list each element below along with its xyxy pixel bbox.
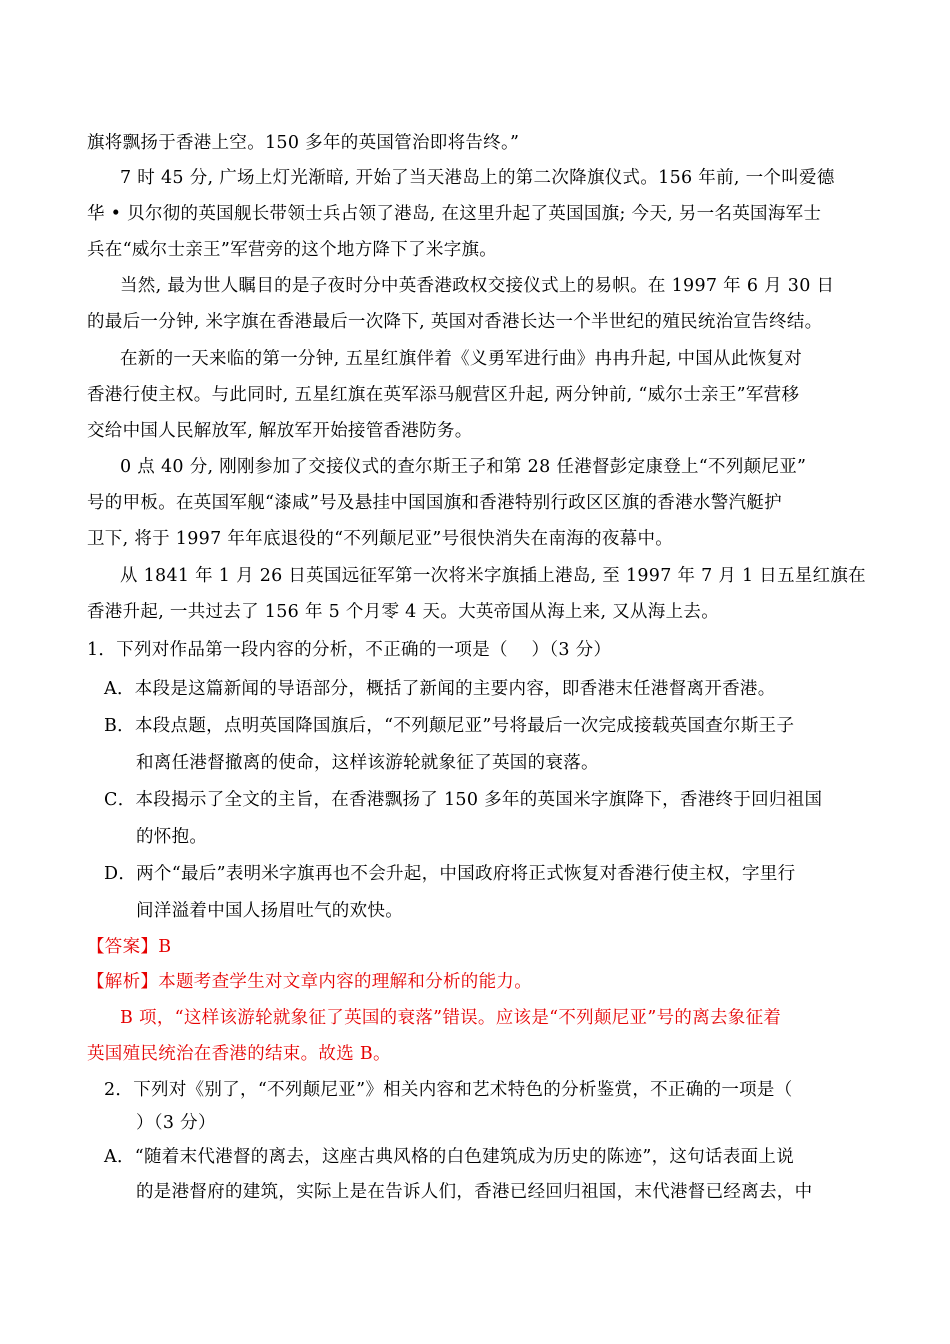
question-2-option-a: A．“随着末代港督的离去，这座古典风格的白色建筑成为历史的陈迹”，这句话表面上说: [104, 1147, 795, 1167]
paragraph-line: 交给中国人民解放军, 解放军开始接管香港防务。: [87, 421, 473, 441]
question-1-option-b: B．本段点题，点明英国降国旗后，“不列颠尼亚”号将最后一次完成接载英国查尔斯王子: [104, 716, 795, 736]
paragraph-line: 旗将飘扬于香港上空。150 多年的英国管治即将告终。”: [87, 133, 520, 153]
paragraph-line: 0 点 40 分, 刚刚参加了交接仪式的查尔斯王子和第 28 任港督彭定康登上“不列颠尼亚”: [120, 457, 807, 477]
paragraph-line: 华 • 贝尔彻的英国舰长带领士兵占领了港岛, 在这里升起了英国国旗; 今天, 另一名英国海军士: [87, 204, 822, 224]
answer-line: [87, 935, 171, 959]
explanation-line: B 项，“这样该游轮就象征了英国的衰落”错误。应该是“不列颠尼亚”号的离去象征着: [120, 1008, 782, 1028]
answer-value: B: [158, 937, 172, 957]
paragraph-line: 香港升起, 一共过去了 156 年 5 个月零 4 天。大英帝国从海上来, 又从海上去。: [87, 602, 719, 622]
paragraph-line: 号的甲板。在英国军舰“漆咸”号及悬挂中国国旗和香港特别行政区区旗的香港水警汽艇护: [87, 493, 782, 513]
analysis-line: [87, 970, 532, 994]
question-1-option-a: A．本段是这篇新闻的导语部分，概括了新闻的主要内容，即香港末任港督离开香港。: [104, 679, 776, 699]
paragraph-line: 在新的一天来临的第一分钟, 五星红旗伴着《义勇军进行曲》冉冉升起, 中国从此恢复对: [120, 349, 803, 369]
question-2-option-a-cont: 的是港督府的建筑，实际上是在告诉人们，香港已经回归祖国，末代港督已经离去，中: [136, 1182, 813, 1202]
question-1-stem: 1．下列对作品第一段内容的分析，不正确的一项是（ ）（3 分）: [87, 640, 612, 660]
analysis-text: 本题考查学生对文章内容的理解和分析的能力。: [158, 972, 533, 992]
question-1-option-d: D．两个“最后”表明米字旗再也不会升起，中国政府将正式恢复对香港行使主权，字里行: [104, 864, 796, 884]
analysis-tag: 【解析】: [87, 972, 159, 992]
paragraph-line: 7 时 45 分, 广场上灯光渐暗, 开始了当天港岛上的第二次降旗仪式。156 年前, 一个叫爱德: [120, 168, 835, 188]
question-2-stem: 2．下列对《别了，“不列颠尼亚”》相关内容和艺术特色的分析鉴赏，不正确的一项是（: [104, 1080, 793, 1100]
question-1-option-c: C．本段揭示了全文的主旨，在香港飘扬了 150 多年的英国米字旗降下，香港终于回归祖国: [104, 790, 823, 810]
paragraph-line: 香港行使主权。与此同时, 五星红旗在英军添马舰营区升起, 两分钟前, “威尔士亲王”军营移: [87, 385, 800, 405]
answer-tag: 【答案】: [87, 937, 159, 957]
question-2-stem-cont: ）（3 分）: [136, 1113, 216, 1133]
paragraph-line: 兵在“威尔士亲王”军营旁的这个地方降下了米字旗。: [87, 240, 498, 260]
explanation-line: 英国殖民统治在香港的结束。故选 B。: [87, 1044, 391, 1064]
question-1-option-d-cont: 间洋溢着中国人扬眉吐气的欢快。: [136, 901, 403, 921]
paragraph-line: 从 1841 年 1 月 26 日英国远征军第一次将米字旗插上港岛, 至 1997 年 7 月 1 日五星红旗在: [120, 566, 866, 586]
paragraph-line: 当然, 最为世人瞩目的是子夜时分中英香港政权交接仪式上的易帜。在 1997 年 6 月 30 日: [120, 276, 835, 296]
paragraph-line: 的最后一分钟, 米字旗在香港最后一次降下, 英国对香港长达一个半世纪的殖民统治宣告终结。: [87, 312, 823, 332]
question-1-option-b-cont: 和离任港督撤离的使命，这样该游轮就象征了英国的衰落。: [136, 753, 599, 773]
question-1-option-c-cont: 的怀抱。: [136, 827, 208, 847]
paragraph-line: 卫下, 将于 1997 年年底退役的“不列颠尼亚”号很快消失在南海的夜幕中。: [87, 529, 674, 549]
